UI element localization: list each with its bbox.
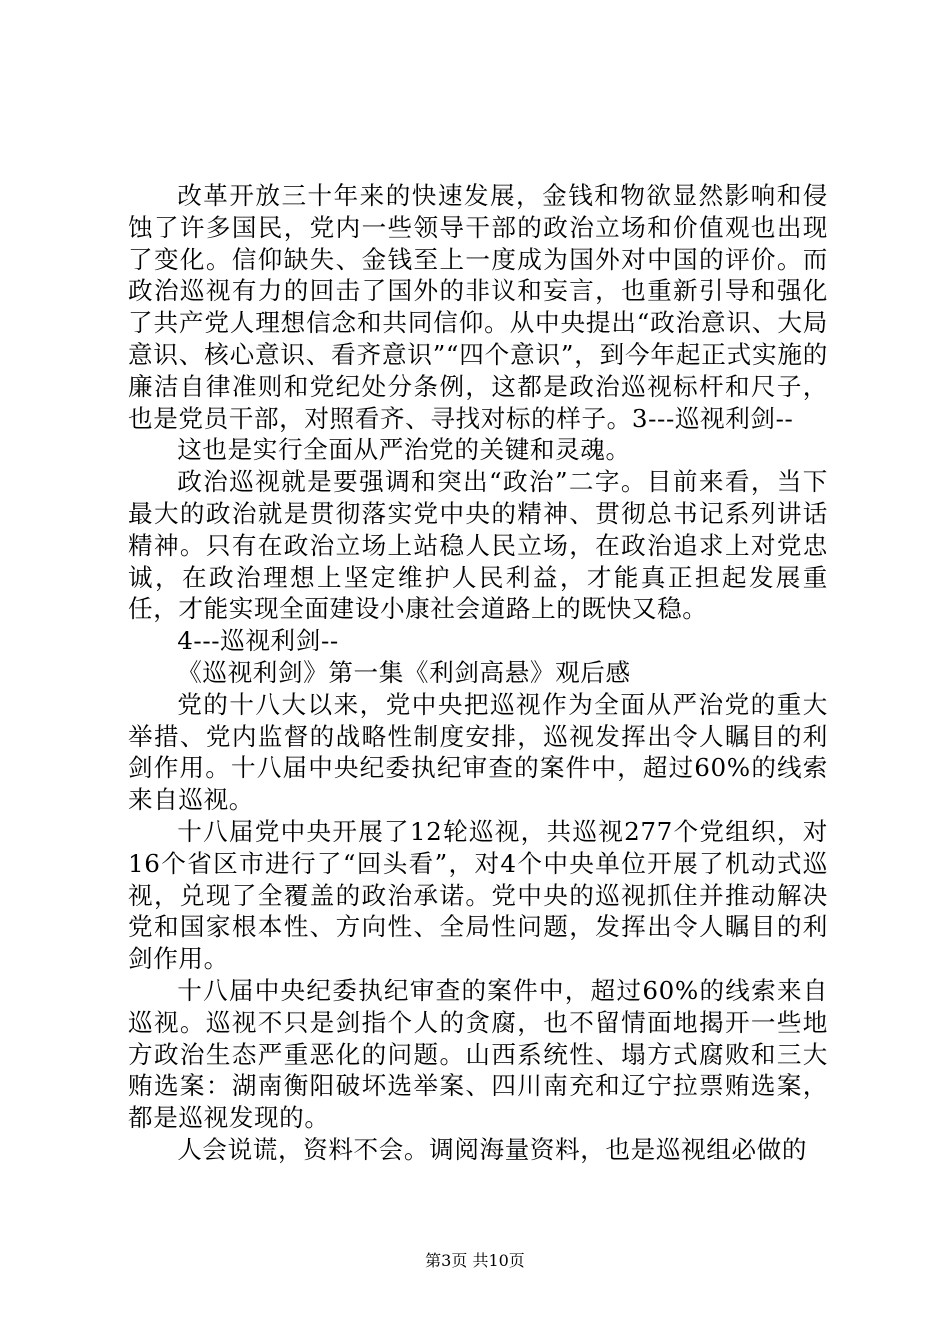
- document-body: [128, 180, 828, 1166]
- paragraph: 4---巡视利剑--: [177, 626, 339, 656]
- paragraph: 改革开放三十年来的快速发展，金钱和物欲显然影响和侵蚀了许多国民，党内一些领导干部的政治立场和价值观也出现了变化。信仰缺失、金钱至上一度成为国外对中国的评价。而政治巡视有力的回击了国外的非议和妄言，也重新引导和强化了共产党人理想信念和共同信仰。从中央提出“政治意识、大局意识、核心意识、看齐意识”“四个意识”，到今年起正式实施的廉洁自律准则和党纪处分条例，这都是政治巡视标杆和尺子，也是党员干部，对照看齐、寻找对标的样子。3---巡视利剑--: [128, 181, 828, 433]
- paragraph: 政治巡视就是要强调和突出“政治”二字。目前来看，当下最大的政治就是贯彻落实党中央的精神、贯彻总书记系列讲话精神。只有在政治立场上站稳人民立场，在政治追求上对党忠诚，在政治理想上坚定维护人民利益，才能真正担起发展重任，才能实现全面建设小康社会道路上的既快又稳。: [128, 467, 828, 624]
- page-number-footer: 第3页 共10页: [425, 1251, 525, 1270]
- paragraph: 人会说谎，资料不会。调阅海量资料，也是巡视组必做的: [177, 1134, 808, 1164]
- paragraph: 党的十八大以来，党中央把巡视作为全面从严治党的重大举措、党内监督的战略性制度安排，巡视发挥出令人瞩目的利剑作用。十八届中央纪委执纪审查的案件中，超过60%的线索来自巡视。: [128, 689, 828, 815]
- paragraph: 十八届党中央开展了12轮巡视，共巡视277个党组织，对16个省区市进行了“回头看”，对4个中央单位开展了机动式巡视，兑现了全覆盖的政治承诺。党中央的巡视抓住并推动解决党和国家根本性、方向性、全局性问题，发挥出令人瞩目的利剑作用。: [128, 816, 828, 974]
- paragraph: 这也是实行全面从严治党的关键和灵魂。: [177, 435, 631, 465]
- paragraph: 十八届中央纪委执纪审查的案件中，超过60%的线索来自巡视。巡视不只是剑指个人的贪腐，也不留情面地揭开一些地方政治生态严重恶化的问题。山西系统性、塌方式腐败和三大贿选案：湖南衡阳破坏选举案、四川南充和辽宁拉票贿选案，都是巡视发现的。: [128, 975, 828, 1133]
- paragraph-subtitle: 《巡视利剑》第一集《利剑高悬》观后感: [177, 657, 631, 687]
